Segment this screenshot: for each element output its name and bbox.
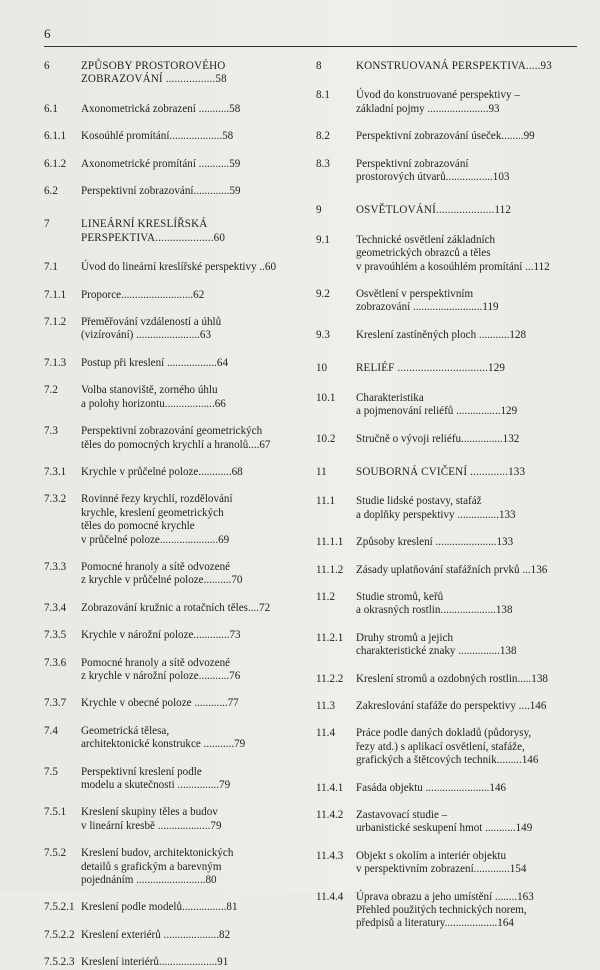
entry-spacer xyxy=(316,659,578,673)
entry-spacer xyxy=(316,73,578,89)
entry-spacer xyxy=(44,343,302,357)
section-number: 7.5.2.3 xyxy=(44,956,75,969)
toc-chapter-entry xyxy=(44,60,302,87)
toc-entry xyxy=(44,185,302,198)
toc-entry xyxy=(316,495,578,522)
entry-title-line: Objekt s okolím a interiér objektu xyxy=(356,849,507,862)
entry-title-line: Charakteristika xyxy=(356,391,424,404)
entry-title-line: urbanistické seskupení hmot ...........149 xyxy=(356,822,533,835)
entry-title-line: KONSTRUOVANÁ PERSPEKTIVA.....93 xyxy=(356,60,552,72)
section-number: 7.5.2.2 xyxy=(44,928,75,941)
entry-title-line: ZPŮSOBY PROSTOROVÉHO xyxy=(81,60,226,72)
entry-spacer xyxy=(316,836,578,850)
toc-left-column xyxy=(44,60,302,970)
section-number: 7.3.6 xyxy=(44,656,67,669)
toc-entry xyxy=(316,392,578,419)
toc-entry xyxy=(316,329,578,342)
toc-entry xyxy=(316,130,578,143)
entry-title-line: Pomocné hranoly a sítě odvozené xyxy=(81,656,231,669)
toc-entry xyxy=(316,564,578,577)
entry-title-line: Zakreslování stafáže do perspektivy ....146 xyxy=(356,699,547,712)
section-number: 7.3.3 xyxy=(44,560,67,573)
section-number: 9.3 xyxy=(316,328,330,341)
entry-spacer xyxy=(44,752,302,766)
toc-entry xyxy=(316,673,578,686)
section-number: 7.5.2 xyxy=(44,847,67,860)
entry-title-line: RELIÉF ...............................129 xyxy=(356,362,506,375)
entry-title-line: Úvod do konstruované perspektivy – xyxy=(356,89,520,102)
section-number: 7.1 xyxy=(44,261,58,274)
toc-entry xyxy=(316,850,578,877)
section-number: 10 xyxy=(316,362,328,375)
section-number: 11.4.4 xyxy=(316,890,344,903)
entry-spacer xyxy=(316,376,578,392)
entry-spacer xyxy=(44,833,302,847)
entry-spacer xyxy=(44,302,302,316)
entry-title-line: Perspektivní zobrazování xyxy=(356,157,469,170)
entry-title-line: Úprava obrazu a jeho umístění ........163 xyxy=(356,890,534,903)
entry-title-line: a okrasných rostlin....................138 xyxy=(356,604,513,617)
entry-title-line: Krychle v nárožní poloze.............73 xyxy=(81,629,241,642)
entry-title-line: Kreslení stromů a ozdobných rostlin.....138 xyxy=(356,672,548,685)
entry-spacer xyxy=(44,144,302,158)
entry-title-line: Fasáda objektu .......................146 xyxy=(356,781,507,794)
entry-title-line: a doplňky perspektivy ...............133 xyxy=(356,508,516,521)
toc-chapter-entry xyxy=(316,60,578,73)
section-number: 6.1.2 xyxy=(44,157,67,170)
section-number: 6.1.1 xyxy=(44,130,67,143)
section-number: 7 xyxy=(44,218,50,231)
toc-entry xyxy=(316,809,578,836)
entry-spacer xyxy=(44,711,302,725)
entry-spacer xyxy=(316,274,578,288)
entry-spacer xyxy=(316,342,578,362)
entry-title-line: Kosoúhlé promítání...................58 xyxy=(81,130,234,143)
entry-title-line: v průčelné poloze.....................69 xyxy=(81,533,230,546)
entry-spacer xyxy=(44,87,302,103)
toc-entry xyxy=(44,493,302,547)
entry-title-line: charakteristické znaky ...............138 xyxy=(356,645,517,658)
section-number: 6.2 xyxy=(44,185,58,198)
toc-entry xyxy=(44,466,302,479)
entry-title-line: Rovinné řezy krychlí, rozdělování xyxy=(81,493,233,506)
toc-entry xyxy=(44,806,302,833)
section-number: 7.1.1 xyxy=(44,288,67,301)
toc-entry xyxy=(316,727,578,767)
section-number: 7.5 xyxy=(44,765,58,778)
section-number: 7.3.7 xyxy=(44,697,67,710)
section-number: 11.2.1 xyxy=(316,631,344,644)
entry-title-line: Zobrazování kružnic a rotačních těles....72 xyxy=(81,601,271,614)
toc-entry xyxy=(44,929,302,942)
section-number: 11.2 xyxy=(316,590,336,603)
entry-spacer xyxy=(316,218,578,234)
entry-title-line: Zásady uplatňování stafážních prvků ...136 xyxy=(356,563,548,576)
entry-spacer xyxy=(316,419,578,433)
entry-title-line: Perspektivní zobrazování geometrických xyxy=(81,425,263,438)
toc-entry xyxy=(44,697,302,710)
entry-title-line: krychle, kreslení geometrických xyxy=(81,506,224,519)
entry-title-line: Kreslení budov, architektonických xyxy=(81,847,234,860)
entry-spacer xyxy=(316,618,578,632)
entry-spacer xyxy=(44,198,302,218)
entry-title-line: Kreslení interiérů.....................91 xyxy=(81,956,229,969)
section-number: 8.1 xyxy=(316,89,330,102)
entry-spacer xyxy=(316,479,578,495)
toc-chapter-entry xyxy=(316,362,578,375)
toc-entry xyxy=(316,591,578,618)
section-number: 9 xyxy=(316,204,322,217)
entry-title-line: v lineární kresbě ...................79 xyxy=(81,819,222,832)
page-number: 6 xyxy=(44,26,51,41)
entry-title-line: Stručně o vývoji reliéfu...............132 xyxy=(356,432,520,445)
entry-spacer xyxy=(44,479,302,493)
entry-title-line: OSVĚTLOVÁNÍ....................112 xyxy=(356,204,512,217)
entry-spacer xyxy=(316,315,578,329)
toc-entry xyxy=(44,261,302,274)
entry-title-line: v pravoúhlém a kosoúhlém promítání ...112 xyxy=(356,260,550,273)
entry-title-line: Perspektivní kreslení podle xyxy=(81,765,202,778)
entry-title-line: Úvod do lineární kreslířské perspektivy ..60 xyxy=(81,261,277,274)
entry-title-line: prostorových útvarů.................103 xyxy=(356,171,510,184)
entry-title-line: Perspektivní zobrazování.............59 xyxy=(81,185,241,198)
header-rule xyxy=(44,46,577,47)
toc-entry xyxy=(44,316,302,343)
entry-spacer xyxy=(316,116,578,130)
entry-spacer xyxy=(44,683,302,697)
toc-entry xyxy=(44,602,302,615)
entry-title-line: Proporce..........................62 xyxy=(81,288,205,301)
section-number: 11.1.1 xyxy=(316,536,344,549)
section-number: 9.1 xyxy=(316,233,330,246)
entry-title-line: modelu a skutečnosti ...............79 xyxy=(81,779,231,791)
section-number: 7.5.2.1 xyxy=(44,901,75,914)
entry-spacer xyxy=(316,686,578,700)
entry-spacer xyxy=(44,643,302,657)
toc-entry xyxy=(316,288,578,315)
entry-spacer xyxy=(44,887,302,901)
section-number: 11.4.1 xyxy=(316,781,344,794)
entry-spacer xyxy=(316,522,578,536)
entry-title-line: Postup při kreslení ..................64 xyxy=(81,356,228,369)
entry-spacer xyxy=(44,588,302,602)
entry-title-line: a polohy horizontu..................66 xyxy=(81,397,226,410)
section-number: 7.3 xyxy=(44,425,58,438)
entry-spacer xyxy=(316,795,578,809)
section-number: 7.3.1 xyxy=(44,465,67,478)
toc-entry xyxy=(44,901,302,914)
toc-entry xyxy=(316,536,578,549)
entry-title-line: Pomocné hranoly a sítě odvozené xyxy=(81,560,231,573)
entry-title-line: základní pojmy ......................93 xyxy=(356,102,500,115)
entry-spacer xyxy=(44,171,302,185)
entry-title-line: těles do pomocných krychlí a hranolů....67 xyxy=(81,438,271,451)
toc-chapter-entry xyxy=(316,204,578,217)
toc-chapter-entry xyxy=(316,466,578,479)
entry-title-line: předpisů a literatury...................164 xyxy=(356,917,514,930)
entry-spacer xyxy=(316,877,578,891)
entry-title-line: Kreslení exteriérů ....................82 xyxy=(81,928,231,941)
toc-entry xyxy=(44,657,302,684)
entry-title-line: (vizírování) .......................63 xyxy=(81,329,212,342)
toc-entry xyxy=(316,433,578,446)
entry-title-line: architektonické konstrukce ...........79 xyxy=(81,738,246,751)
toc-entry xyxy=(316,782,578,795)
toc-entry xyxy=(44,847,302,887)
entry-title-line: z krychle v průčelné poloze..........70 xyxy=(81,574,243,587)
entry-title-line: zobrazování .........................119 xyxy=(356,301,499,314)
toc-entry xyxy=(44,357,302,370)
entry-title-line: Zastavovací studie – xyxy=(356,809,448,821)
section-number: 7.3.2 xyxy=(44,493,67,506)
entry-spacer xyxy=(316,550,578,564)
toc-entry xyxy=(44,158,302,171)
toc-entry xyxy=(44,384,302,411)
section-number: 11.1.2 xyxy=(316,563,344,576)
entry-spacer xyxy=(44,275,302,289)
entry-title-line: ZOBRAZOVÁNÍ .................58 xyxy=(81,73,227,86)
toc-entry xyxy=(44,956,302,969)
toc-entry xyxy=(316,234,578,274)
section-number: 11.1 xyxy=(316,495,336,508)
section-number: 10.1 xyxy=(316,391,336,404)
entry-spacer xyxy=(316,144,578,158)
entry-title-line: PERSPEKTIVA....................60 xyxy=(81,231,226,244)
section-number: 7.4 xyxy=(44,724,58,737)
entry-title-line: Krychle v obecné poloze ............77 xyxy=(81,697,239,710)
entry-spacer xyxy=(44,547,302,561)
entry-title-line: Osvětlení v perspektivním xyxy=(356,288,474,301)
entry-spacer xyxy=(44,245,302,261)
entry-spacer xyxy=(44,942,302,956)
entry-spacer xyxy=(44,452,302,466)
section-number: 8 xyxy=(316,60,322,72)
section-number: 11.4.2 xyxy=(316,809,344,821)
entry-title-line: Studie lidské postavy, stafáž xyxy=(356,495,482,508)
entry-spacer xyxy=(316,577,578,591)
entry-spacer xyxy=(44,370,302,384)
toc-entry xyxy=(44,425,302,452)
entry-title-line: Kreslení zastíněných ploch ...........128 xyxy=(356,328,527,341)
entry-title-line: Přehled použitých technických norem, xyxy=(356,904,527,917)
entry-title-line: Druhy stromů a jejich xyxy=(356,631,454,644)
section-number: 11 xyxy=(316,465,327,478)
toc-chapter-entry xyxy=(44,218,302,245)
entry-spacer xyxy=(316,713,578,727)
section-number: 8.2 xyxy=(316,130,330,143)
entry-title-line: Krychle v průčelné poloze............68 xyxy=(81,465,243,478)
entry-title-line: detailů s grafickým a barevným xyxy=(81,860,222,873)
entry-title-line: řezy atd.) s aplikací osvětlení, stafáže, xyxy=(356,740,525,753)
entry-title-line: Perspektivní zobrazování úseček........99 xyxy=(356,130,535,143)
entry-spacer xyxy=(316,768,578,782)
section-number: 7.3.4 xyxy=(44,601,67,614)
entry-title-line: Kreslení skupiny těles a budov xyxy=(81,806,218,819)
entry-title-line: Přeměřování vzdáleností a úhlů xyxy=(81,316,222,329)
toc-entry xyxy=(316,632,578,659)
entry-spacer xyxy=(44,915,302,929)
section-number: 11.4 xyxy=(316,727,336,740)
entry-title-line: SOUBORNÁ CVIČENÍ .............133 xyxy=(356,465,526,478)
entry-spacer xyxy=(44,411,302,425)
entry-title-line: těles do pomocné krychle xyxy=(81,520,195,533)
section-number: 7.5.1 xyxy=(44,806,67,819)
entry-spacer xyxy=(44,792,302,806)
toc-entry xyxy=(44,725,302,752)
toc-entry xyxy=(316,891,578,931)
entry-title-line: Způsoby kreslení ......................133 xyxy=(356,536,514,549)
entry-title-line: v perspektivním zobrazení.............154 xyxy=(356,863,527,876)
section-number: 11.2.2 xyxy=(316,672,344,685)
toc-entry xyxy=(316,89,578,116)
section-number: 11.4.3 xyxy=(316,849,344,862)
section-number: 6.1 xyxy=(44,102,58,115)
entry-title-line: pojednáním .........................80 xyxy=(81,874,217,887)
toc-entry xyxy=(44,629,302,642)
entry-title-line: Technické osvětlení základních xyxy=(356,233,496,246)
entry-spacer xyxy=(44,615,302,629)
toc-entry xyxy=(44,766,302,793)
entry-spacer xyxy=(316,184,578,204)
section-number: 8.3 xyxy=(316,157,330,170)
toc-entry xyxy=(44,103,302,116)
entry-title-line: Axonometrická zobrazení ...........58 xyxy=(81,102,241,115)
section-number: 7.1.2 xyxy=(44,316,67,329)
entry-spacer xyxy=(44,116,302,130)
entry-title-line: Geometrická tělesa, xyxy=(81,724,170,737)
toc-entry xyxy=(44,130,302,143)
entry-title-line: z krychle v nárožní poloze...........76 xyxy=(81,669,241,682)
section-number: 11.3 xyxy=(316,699,336,712)
section-number: 9.2 xyxy=(316,288,330,301)
toc-entry xyxy=(44,289,302,302)
entry-title-line: a pojmenování reliéfů ................129 xyxy=(356,405,518,418)
toc-right-column xyxy=(316,60,578,931)
section-number: 7.1.3 xyxy=(44,356,67,369)
entry-title-line: LINEÁRNÍ KRESLÍŘSKÁ xyxy=(81,218,208,231)
entry-title-line: geometrických obrazců a těles xyxy=(356,247,491,260)
toc-entry xyxy=(44,561,302,588)
entry-title-line: Práce podle daných dokladů (půdorysy, xyxy=(356,727,532,740)
section-number: 7.3.5 xyxy=(44,629,67,642)
toc-entry xyxy=(316,158,578,185)
section-number: 6 xyxy=(44,60,50,72)
entry-title-line: Kreslení podle modelů................81 xyxy=(81,901,238,914)
entry-title-line: grafických a štětcových technik.........146 xyxy=(356,754,539,767)
toc-entry xyxy=(316,700,578,713)
entry-title-line: Studie stromů, keřů xyxy=(356,590,444,603)
section-number: 10.2 xyxy=(316,432,336,445)
entry-title-line: Volba stanoviště, zorného úhlu xyxy=(81,384,218,397)
entry-title-line: Axonometrické promítání ...........59 xyxy=(81,157,241,170)
section-number: 7.2 xyxy=(44,384,58,397)
entry-spacer xyxy=(316,446,578,466)
